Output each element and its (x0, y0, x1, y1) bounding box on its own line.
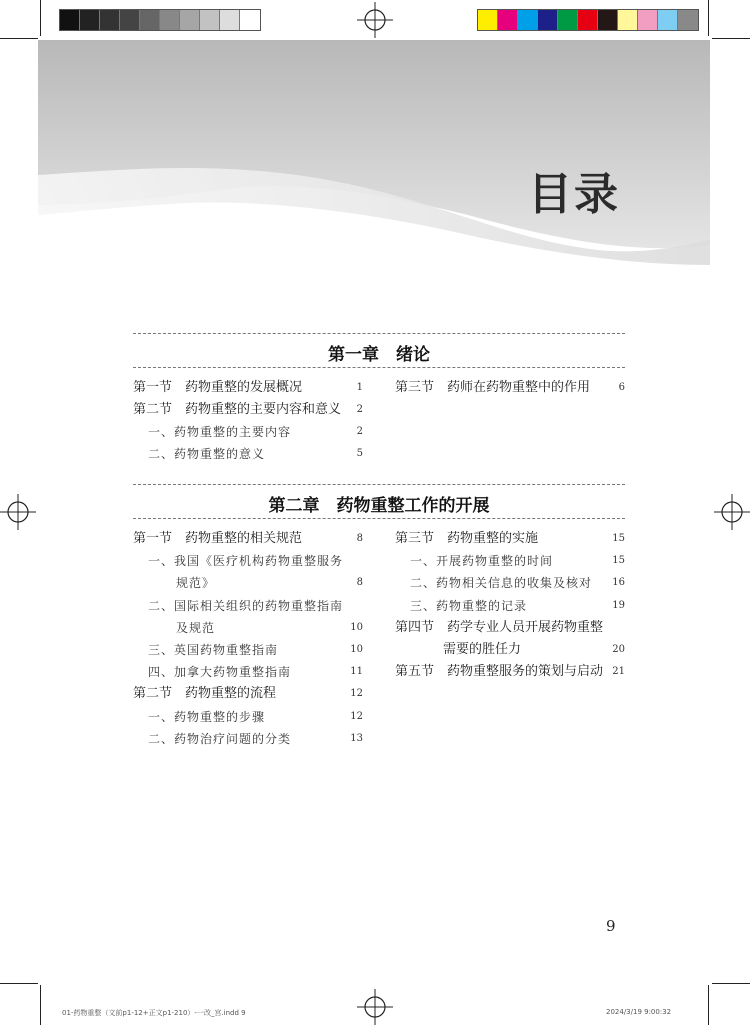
crop-mark (712, 983, 750, 984)
toc-page-number: 6 (618, 382, 625, 393)
toc-page-number: 2 (356, 404, 363, 415)
color-swatch (220, 10, 240, 30)
crop-mark (708, 0, 709, 36)
toc-entry[interactable]: 一、我国《医疗机构药物重整服务 (148, 554, 344, 569)
toc-entry[interactable]: 第一节 药物重整的相关规范 (133, 531, 303, 546)
chapter-divider (133, 333, 625, 334)
toc-entry[interactable]: 第三节 药物重整的实施 (395, 531, 539, 546)
toc-entry[interactable]: 第五节 药物重整服务的策划与启动 (395, 664, 604, 680)
toc-entry[interactable]: 第二节 药物重整的主要内容和意义 (133, 402, 342, 417)
color-swatch (498, 10, 518, 30)
registration-mark-icon (714, 494, 750, 530)
color-swatch (618, 10, 638, 30)
chapter-2-title: 第二章 药物重整工作的开展 (268, 496, 490, 516)
header-banner (38, 40, 710, 265)
toc-entry[interactable]: 第二节 药物重整的流程 (133, 686, 277, 702)
registration-mark-icon (357, 989, 393, 1025)
color-swatch (558, 10, 578, 30)
color-swatch (180, 10, 200, 30)
color-swatch (658, 10, 678, 30)
color-swatch (140, 10, 160, 30)
footer-timestamp: 2024/3/19 9:00:32 (606, 1008, 672, 1016)
color-swatch (60, 10, 80, 30)
color-calibration-bar (477, 9, 699, 31)
color-swatch (478, 10, 498, 30)
chapter-divider (133, 484, 625, 485)
grayscale-calibration-bar (59, 9, 261, 31)
color-swatch (598, 10, 618, 30)
crop-mark (40, 985, 41, 1025)
toc-page-number: 2 (356, 426, 363, 437)
toc-page-number: 8 (356, 533, 363, 544)
crop-mark (40, 0, 41, 36)
toc-page-number: 13 (350, 732, 363, 744)
color-swatch (240, 10, 260, 30)
toc-page-number: 15 (612, 555, 625, 567)
toc-page-number: 10 (350, 621, 363, 633)
toc-entry[interactable]: 第一节 药物重整的发展概况 (133, 380, 303, 395)
toc-page-number: 21 (612, 666, 625, 678)
registration-mark-icon (357, 2, 393, 38)
registration-mark-icon (0, 494, 36, 530)
color-swatch (638, 10, 658, 30)
toc-entry[interactable]: 四、加拿大药物重整指南 (148, 665, 292, 680)
toc-entry[interactable]: 一、药物重整的主要内容 (148, 425, 292, 439)
color-swatch (518, 10, 538, 30)
toc-entry[interactable]: 二、药物重整的意义 (148, 447, 266, 461)
toc-entry[interactable]: 一、药物重整的步骤 (148, 709, 266, 724)
toc-entry[interactable]: 规范》 (176, 576, 216, 591)
page-title: 目录 (528, 169, 620, 220)
toc-entry[interactable]: 第三节 药师在药物重整中的作用 (395, 380, 591, 395)
toc-page-number: 10 (350, 644, 363, 655)
chapter-1-title: 第一章 绪论 (328, 345, 430, 365)
toc-page-number: 15 (612, 533, 625, 544)
toc-entry[interactable]: 三、英国药物重整指南 (148, 643, 279, 657)
color-swatch (100, 10, 120, 30)
crop-mark (0, 38, 38, 39)
color-swatch (578, 10, 598, 30)
toc-page-number: 19 (612, 599, 625, 611)
toc-page-number: 16 (612, 577, 625, 589)
toc-page-number: 12 (350, 688, 363, 700)
toc-page-number: 12 (350, 710, 363, 722)
crop-mark (708, 985, 709, 1025)
toc-entry[interactable]: 三、药物重整的记录 (410, 598, 528, 613)
color-swatch (80, 10, 100, 30)
crop-mark (712, 38, 750, 39)
color-swatch (678, 10, 698, 30)
toc-entry[interactable]: 需要的胜任力 (443, 642, 522, 657)
toc-entry[interactable]: 及规范 (176, 620, 216, 635)
toc-entry[interactable]: 二、药物治疗问题的分类 (148, 731, 292, 746)
toc-page-number: 20 (612, 644, 625, 655)
color-swatch (160, 10, 180, 30)
crop-mark (0, 983, 38, 984)
toc-entry[interactable]: 一、开展药物重整的时间 (410, 554, 554, 569)
toc-entry[interactable]: 第四节 药学专业人员开展药物重整 (395, 619, 604, 635)
chapter-divider (133, 518, 625, 519)
toc-page-number: 5 (356, 448, 363, 459)
toc-page-number: 11 (350, 666, 363, 678)
color-swatch (120, 10, 140, 30)
color-swatch (538, 10, 558, 30)
toc-page-number: 8 (356, 577, 363, 589)
toc-entry[interactable]: 二、药物相关信息的收集及核对 (410, 576, 593, 591)
footer-filename: 01-药物重整（文前p1-12+正文p1-210）-一改_宫.indd 9 (62, 1009, 246, 1017)
page-number: 9 (606, 917, 616, 935)
color-swatch (200, 10, 220, 30)
chapter-divider (133, 367, 625, 368)
toc-entry[interactable]: 二、国际相关组织的药物重整指南 (148, 598, 344, 613)
toc-page-number: 1 (356, 382, 363, 393)
